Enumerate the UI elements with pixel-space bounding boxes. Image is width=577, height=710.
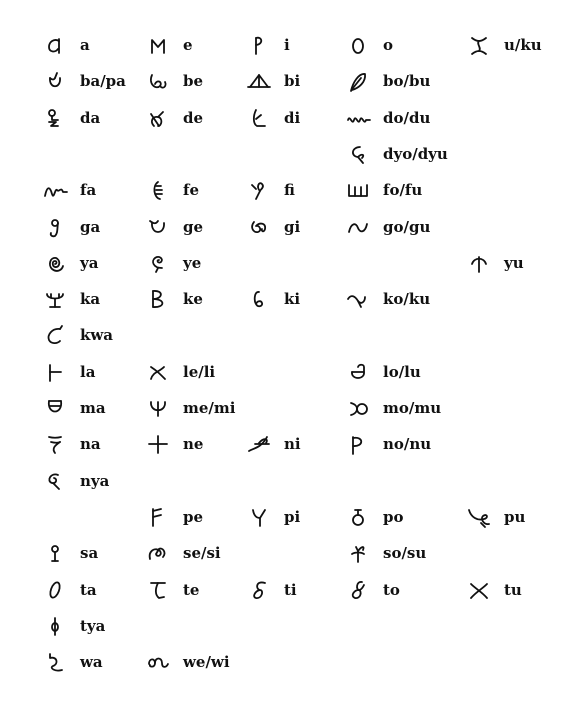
- syllable-label: sa: [80, 544, 99, 562]
- glyph-ti-icon: [246, 578, 272, 602]
- syllable-label: de: [183, 109, 204, 127]
- syllable-label: di: [284, 109, 301, 127]
- syllable-label: pe: [183, 508, 204, 526]
- syllable-label: nya: [80, 472, 110, 490]
- syllable-label: o: [383, 36, 394, 54]
- glyph-so-su-icon: [345, 541, 371, 565]
- syllable-label: lo/lu: [383, 363, 421, 381]
- syllable-label: ni: [284, 435, 301, 453]
- syllabary-row: [0, 463, 577, 499]
- glyph-se-si-icon: [145, 541, 171, 565]
- syllable-label: tu: [504, 581, 522, 599]
- syllable-label: fo/fu: [383, 181, 423, 199]
- glyph-to-icon: [345, 578, 371, 602]
- syllable-label: kwa: [80, 326, 114, 344]
- syllable-label: wa: [80, 653, 103, 671]
- syllabary-row: [0, 426, 577, 462]
- syllable-label: ma: [80, 399, 106, 417]
- syllable-label: la: [80, 363, 96, 381]
- syllable-label: ka: [80, 290, 101, 308]
- glyph-pu-icon: [466, 505, 492, 529]
- syllabary-row: [0, 281, 577, 317]
- glyph-fi-icon: [246, 178, 272, 202]
- glyph-ko-ku-icon: [345, 287, 371, 311]
- glyph-bi-icon: [246, 69, 272, 93]
- syllable-label: so/su: [383, 544, 427, 562]
- syllable-label: pu: [504, 508, 526, 526]
- syllabary-row: [0, 390, 577, 426]
- syllable-label: ko/ku: [383, 290, 431, 308]
- glyph-te-icon: [145, 578, 171, 602]
- glyph-ne-icon: [145, 432, 171, 456]
- glyph-ki-icon: [246, 287, 272, 311]
- syllable-label: ba/pa: [80, 72, 126, 90]
- syllabary-row: [0, 63, 577, 99]
- syllable-label: se/si: [183, 544, 221, 562]
- syllable-label: ki: [284, 290, 301, 308]
- glyph-kwa-icon: [42, 323, 68, 347]
- glyph-lo-lu-icon: [345, 360, 371, 384]
- syllabary-row: [0, 354, 577, 390]
- glyph-pe-icon: [145, 505, 171, 529]
- glyph-a-icon: [42, 33, 68, 57]
- syllable-label: ya: [80, 254, 99, 272]
- syllable-label: da: [80, 109, 101, 127]
- glyph-be-icon: [145, 69, 171, 93]
- glyph-we-wi-icon: [145, 650, 171, 674]
- glyph-tya-icon: [42, 614, 68, 638]
- syllabary-row: [0, 209, 577, 245]
- glyph-ta-icon: [42, 578, 68, 602]
- glyph-mo-mu-icon: [345, 396, 371, 420]
- glyph-ni-icon: [246, 432, 272, 456]
- glyph-e-icon: [145, 33, 171, 57]
- syllabary-row: [0, 172, 577, 208]
- syllable-label: te: [183, 581, 200, 599]
- syllabary-row: [0, 572, 577, 608]
- glyph-o-icon: [345, 33, 371, 57]
- syllable-label: i: [284, 36, 290, 54]
- glyph-nya-icon: [42, 469, 68, 493]
- glyph-po-icon: [345, 505, 371, 529]
- glyph-pi-icon: [246, 505, 272, 529]
- glyph-fa-icon: [42, 178, 68, 202]
- glyph-fo-fu-icon: [345, 178, 371, 202]
- glyph-di-icon: [246, 106, 272, 130]
- syllable-label: e: [183, 36, 193, 54]
- syllable-label: mo/mu: [383, 399, 442, 417]
- syllable-label: me/mi: [183, 399, 236, 417]
- syllable-label: ne: [183, 435, 204, 453]
- glyph-le-li-icon: [145, 360, 171, 384]
- syllabary-row: [0, 245, 577, 281]
- syllable-label: u/ku: [504, 36, 542, 54]
- glyph-i-icon: [246, 33, 272, 57]
- syllabary-row: [0, 644, 577, 680]
- syllable-label: dyo/dyu: [383, 145, 448, 163]
- glyph-ka-icon: [42, 287, 68, 311]
- syllable-label: pi: [284, 508, 301, 526]
- syllable-label: go/gu: [383, 218, 431, 236]
- syllable-label: bo/bu: [383, 72, 431, 90]
- glyph-tu-icon: [466, 578, 492, 602]
- syllable-label: gi: [284, 218, 301, 236]
- syllabary-row: [0, 27, 577, 63]
- glyph-ke-icon: [145, 287, 171, 311]
- syllable-label: fi: [284, 181, 295, 199]
- syllable-label: ti: [284, 581, 297, 599]
- syllable-label: no/nu: [383, 435, 432, 453]
- syllable-label: ke: [183, 290, 203, 308]
- glyph-ya-icon: [42, 251, 68, 275]
- syllable-label: a: [80, 36, 90, 54]
- syllabary-row: [0, 499, 577, 535]
- glyph-bo-bu-icon: [345, 69, 371, 93]
- glyph-ye-icon: [145, 251, 171, 275]
- syllabary-row: [0, 136, 577, 172]
- syllable-label: tya: [80, 617, 106, 635]
- syllabary-row: [0, 100, 577, 136]
- glyph-fe-icon: [145, 178, 171, 202]
- syllable-label: na: [80, 435, 101, 453]
- syllable-label: bi: [284, 72, 301, 90]
- syllable-label: ge: [183, 218, 204, 236]
- glyph-ma-icon: [42, 396, 68, 420]
- syllable-label: we/wi: [183, 653, 230, 671]
- syllable-label: yu: [504, 254, 524, 272]
- syllable-label: ga: [80, 218, 101, 236]
- glyph-ga-icon: [42, 215, 68, 239]
- glyph-sa-icon: [42, 541, 68, 565]
- syllable-label: do/du: [383, 109, 431, 127]
- syllabary-row: [0, 317, 577, 353]
- glyph-dyo-dyu-icon: [345, 142, 371, 166]
- glyph-wa-icon: [42, 650, 68, 674]
- syllable-label: ta: [80, 581, 97, 599]
- glyph-me-mi-icon: [145, 396, 171, 420]
- glyph-go-gu-icon: [345, 215, 371, 239]
- glyph-ge-icon: [145, 215, 171, 239]
- syllable-label: to: [383, 581, 400, 599]
- glyph-da-icon: [42, 106, 68, 130]
- syllabary-row: [0, 535, 577, 571]
- glyph-gi-icon: [246, 215, 272, 239]
- glyph-ba-pa-icon: [42, 69, 68, 93]
- glyph-de-icon: [145, 106, 171, 130]
- syllable-label: fa: [80, 181, 97, 199]
- syllable-label: ye: [183, 254, 202, 272]
- syllable-label: le/li: [183, 363, 216, 381]
- glyph-na-icon: [42, 432, 68, 456]
- glyph-do-du-icon: [345, 106, 371, 130]
- syllabary-row: [0, 608, 577, 644]
- glyph-la-icon: [42, 360, 68, 384]
- syllable-label: be: [183, 72, 204, 90]
- glyph-yu-icon: [466, 251, 492, 275]
- syllable-label: po: [383, 508, 404, 526]
- glyph-u-ku-icon: [466, 33, 492, 57]
- glyph-no-nu-icon: [345, 432, 371, 456]
- syllable-label: fe: [183, 181, 199, 199]
